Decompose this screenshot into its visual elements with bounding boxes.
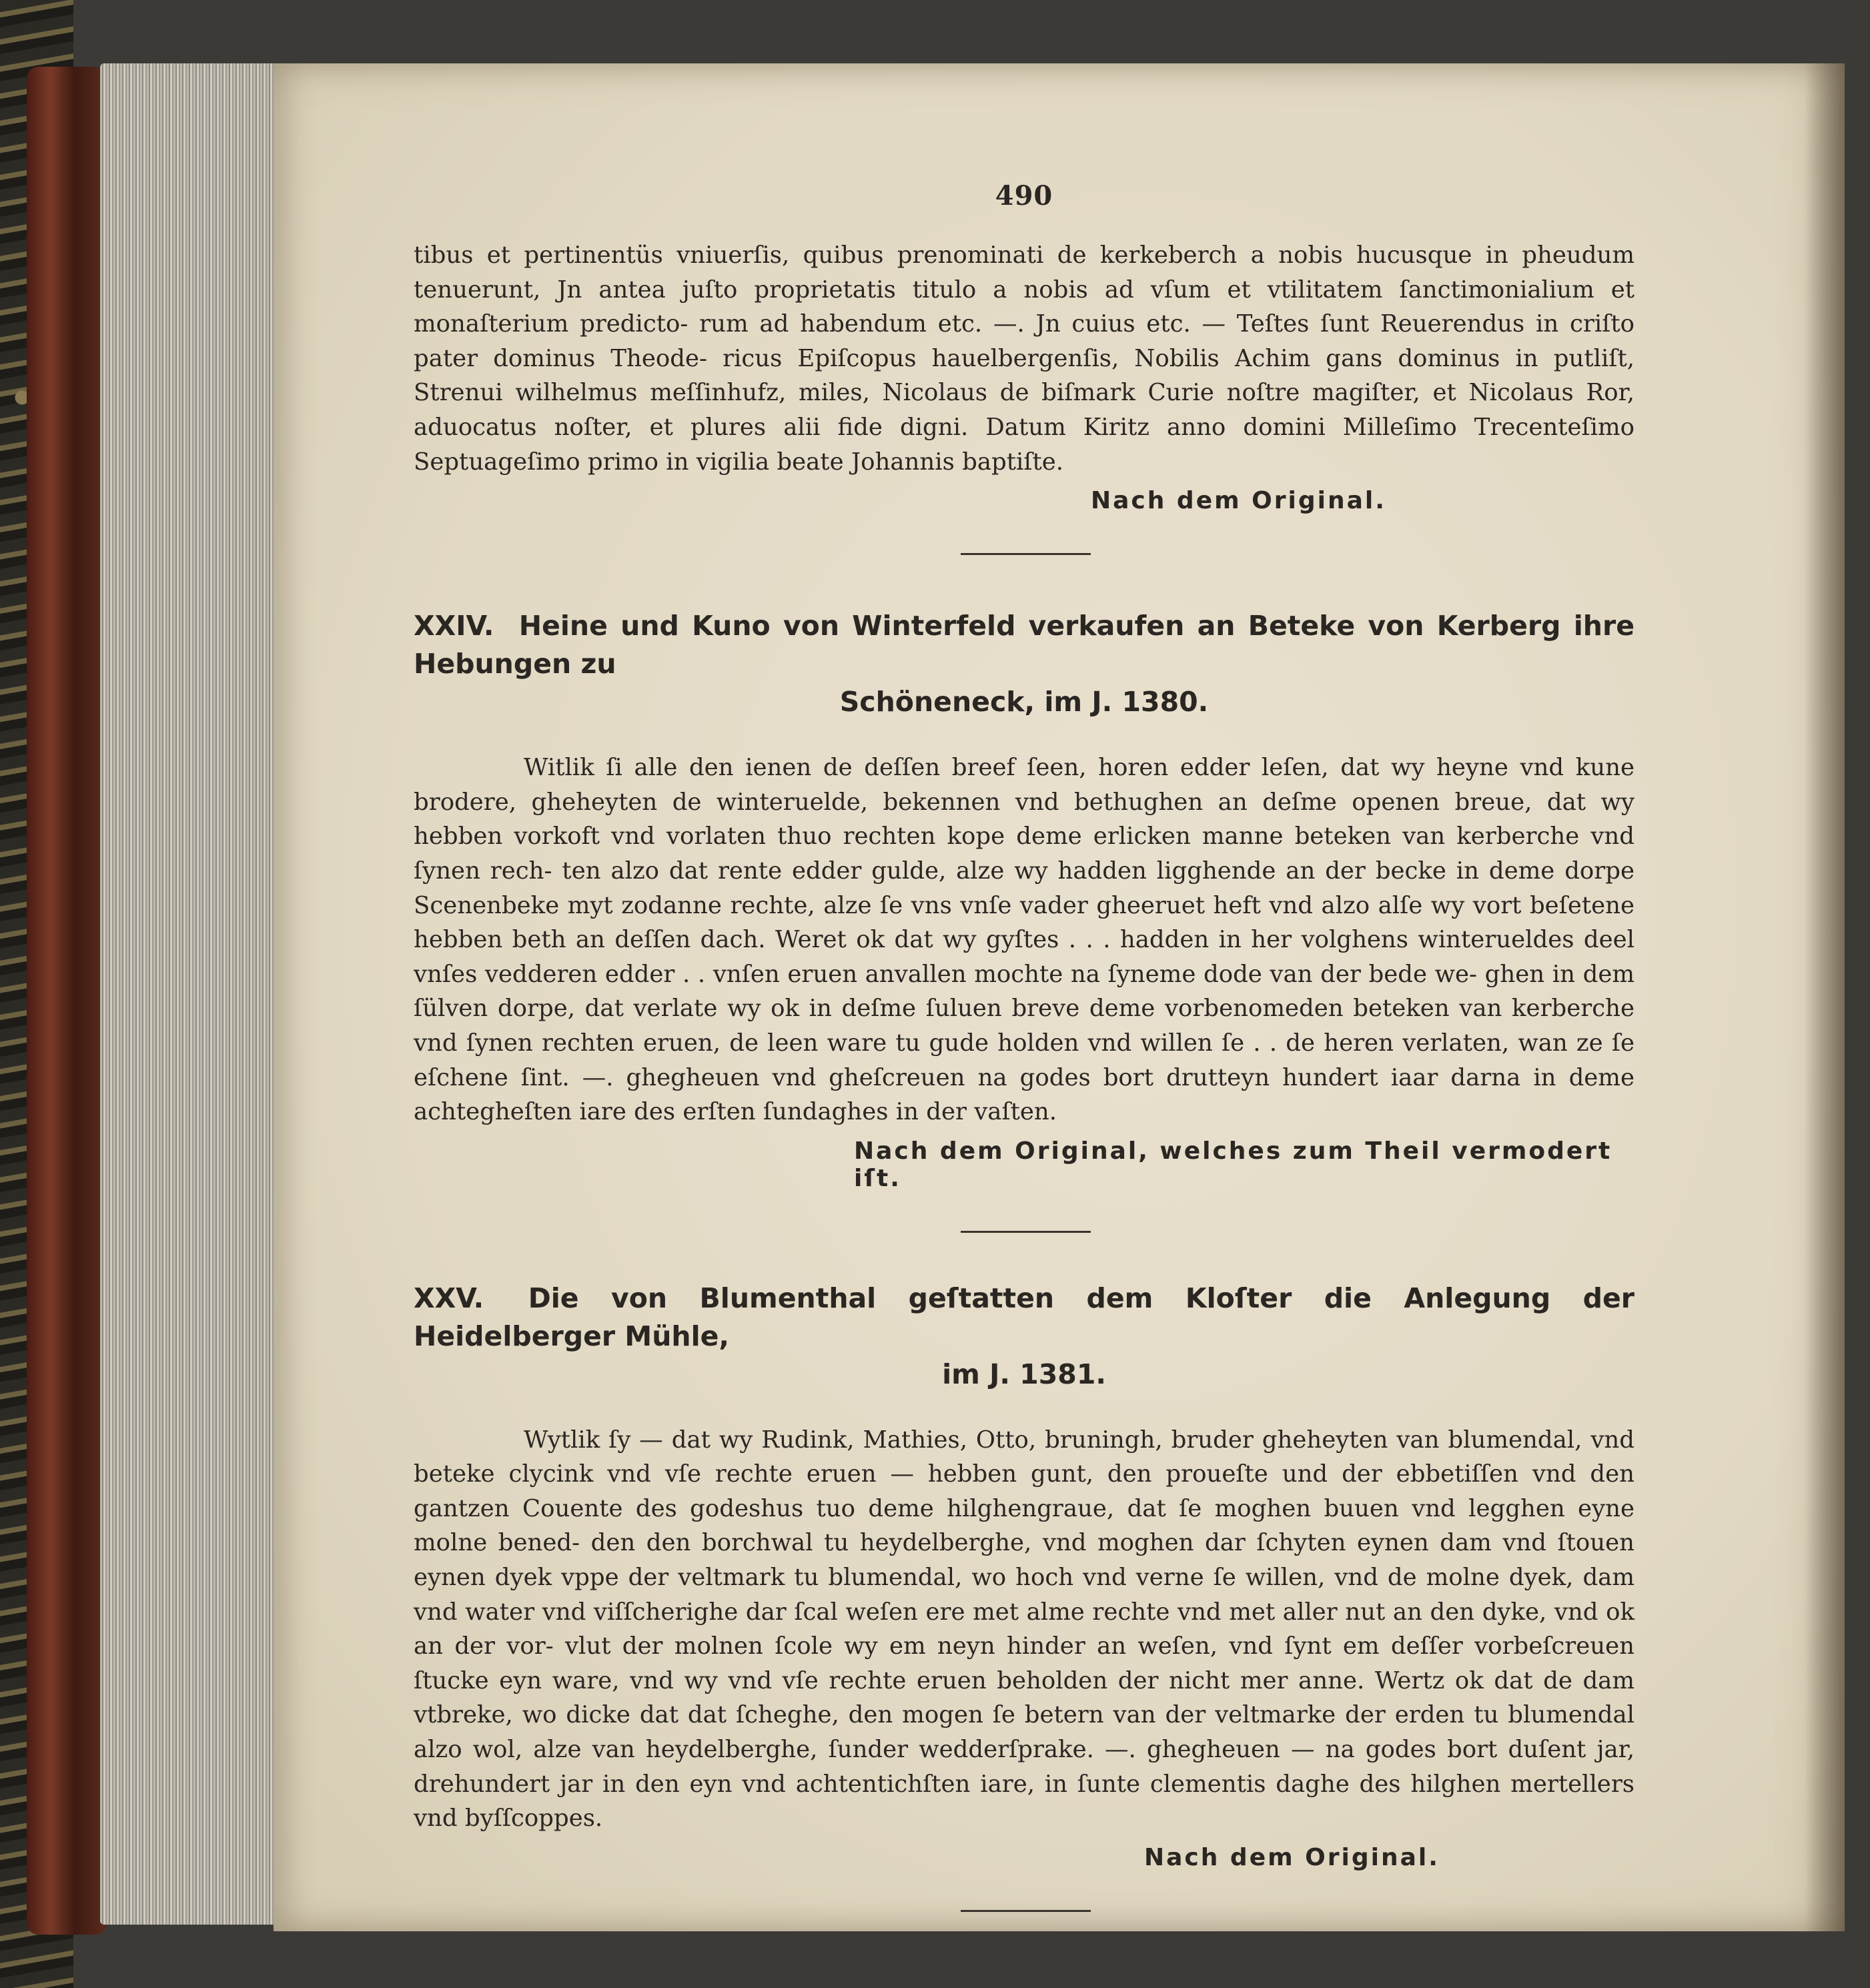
- text-line: miles, Nicolaus de biſmark Curie noſtre magiſter, et Nicolaus Ror, aduocatus noſter, et plures alii: [414, 379, 1634, 441]
- section-divider: [961, 1231, 1091, 1233]
- text-line: kerberche vnd ſynen rechten eruen, de leen ware tu gude holden vnd willen ſe . . de heren: [414, 995, 1634, 1057]
- section-number: XXIV.: [414, 610, 494, 642]
- text-line: vlut der molnen ſcole wy em neyn hinder an weſen, vnd ſynt em deſſer vorbeſcreuen ſtucke eyn ware,: [414, 1632, 1634, 1694]
- page-gutter: [1805, 63, 1845, 1931]
- text-line: viſſcherighe dar ſcal weſen ere met alme rechte vnd met aller nut an den dyke, vnd ok an der vor-: [414, 1598, 1635, 1660]
- text-line: heydelberghe, ſunder wedderſprake. —. ghegheuen — na godes bort duſent jar, drehundert jar in den: [414, 1736, 1634, 1798]
- text-line: Johannis baptiſte.: [851, 448, 1064, 476]
- text-line: Witlik ſi alle den ienen de deſſen breef ſeen, horen edder leſen, dat wy heyne vnd kune: [524, 754, 1634, 782]
- text-line: ghen in dem ſülven dorpe, dat verlate wy ok in deſme ſuluen breve deme vorbenomeden beteken van: [414, 960, 1634, 1023]
- section-divider: [961, 1910, 1091, 1912]
- text-line: darna in deme achtegheſten iare des erſten ſundaghes in der vaſten.: [414, 1063, 1634, 1126]
- text-line: vnſes vedderen edder . . vnſen eruen anvallen mochte na ſyneme dode van der bede we-: [414, 960, 1485, 988]
- document-xxv: [414, 1280, 1634, 1912]
- text-line: Wytlik ſy — dat wy Rudink, Mathies, Otto, bruningh, bruder gheheyten van blumendal, vnd: [524, 1426, 1634, 1454]
- text-line: fide digni. Datum Kiritz anno domini Milleſimo Trecenteſimo Septuageſimo primo in vigilia beate: [414, 413, 1634, 476]
- text-line: tibus et pertinentüs vniuerſis, quibus prenominati de kerkeberch a nobis hucusque in pheudum tenuerunt,: [414, 241, 1634, 304]
- book-spine: [27, 67, 107, 1935]
- text-block: [414, 238, 1634, 479]
- text-line: rum ad habendum etc. —. Jn cuius etc. — Teſtes ſunt Reuerendus in criſto pater dominus Theode-: [414, 310, 1634, 372]
- page-number: 490: [995, 180, 1053, 211]
- text-line: ricus Epiſcopus hauelbergenſis, Nobilis Achim gans dominus in putliſt, Strenui wilhelmus meſſinhufz,: [414, 344, 1634, 407]
- section-heading: [414, 607, 1634, 721]
- section-divider: [961, 553, 1091, 555]
- text-line: an deſſen dach. Weret ok dat wy gyſtes . . . hadden in her volghens winterueldes deel: [575, 926, 1634, 954]
- text-line: vorkoft vnd vorlaten thuo rechten kope deme erlicken manne beteken van kerberche vnd ſynen rech-: [414, 823, 1635, 885]
- text-line: myt zodanne rechte, alze ſe vns vnſe vader gheeruet heft vnd alzo alſe wy vort beſetene hebben beth: [414, 891, 1634, 954]
- text-line: den den borchwal tu heydelberghe, vnd moghen dar ſchyten eynen dam vnd ſtouen eynen dyek vppe: [414, 1529, 1635, 1592]
- text-line: brodere, gheheyten de winteruelde, bekennen vnd bethughen an deſme openen breue, dat wy hebben: [414, 788, 1634, 851]
- section-title: Heine und Kuno von Winterfeld verkaufen an Beteke von Kerberg ihre Hebungen zu: [414, 610, 1634, 680]
- charter-text: [414, 1423, 1634, 1836]
- text-line: verlaten, wan ze ſe eſchene ſint. —. ghegheuen vnd gheſcreuen na godes bort drutteyn hundert iaar: [414, 1029, 1634, 1091]
- text-line: vnd wy vnd vſe rechte eruen beholden der nicht mer anne. Wertz ok dat de dam vtbreke, wo dicke: [414, 1666, 1634, 1729]
- text-line: Couente des godeshus tuo deme hilghengraue, dat ſe moghen buuen vnd legghen eyne molne bened-: [414, 1494, 1634, 1557]
- text-line: Jn antea juſto proprietatis titulo a nobis ad vſum et vtilitatem ſanctimonialium et monaſterium predicto-: [414, 276, 1635, 338]
- page-edges: [100, 63, 277, 1925]
- text-line: der veltmark tu blumendal, wo hoch vnd verne ſe willen, vnd de molne dyek, dam vnd water vnd: [414, 1564, 1635, 1626]
- charter-text: [414, 751, 1634, 1129]
- preceding-document: [414, 238, 1634, 555]
- source-note: Nach dem Original.: [1144, 1843, 1440, 1871]
- page-text: [414, 180, 1634, 1912]
- section-heading: [414, 1280, 1634, 1394]
- text-line: eyn vnd achtentichſten iare, in ſunte clementis daghe des hilghen mertellers vnd byſſcoppes.: [414, 1770, 1635, 1833]
- text-line: ten alzo dat rente edder gulde, alze wy hadden ligghende an der becke in deme dorpe Scenenbeke: [414, 857, 1634, 919]
- section-number: XXV.: [414, 1282, 484, 1314]
- section-title: Die von Blumenthal geſtatten dem Kloſter die Anlegung der Heidelberger Mühle,: [414, 1282, 1634, 1352]
- section-title-date: Schöneneck, im J. 1380.: [839, 686, 1209, 718]
- source-note: Nach dem Original, welches zum Theil vermodert iſt.: [854, 1137, 1612, 1192]
- text-line: dat dat ſcheghe, den mogen ſe betern van der veltmarke der erden tu blumendal alzo wol, alze van: [414, 1701, 1634, 1764]
- document-xxiv: [414, 607, 1634, 1233]
- section-title-date: im J. 1381.: [942, 1358, 1106, 1390]
- text-line: beteke clycink vnd vſe rechte eruen — hebben gunt, den proueſte und der ebbetiſſen vnd den gantzen: [414, 1460, 1634, 1522]
- source-note: Nach dem Original.: [1091, 487, 1386, 515]
